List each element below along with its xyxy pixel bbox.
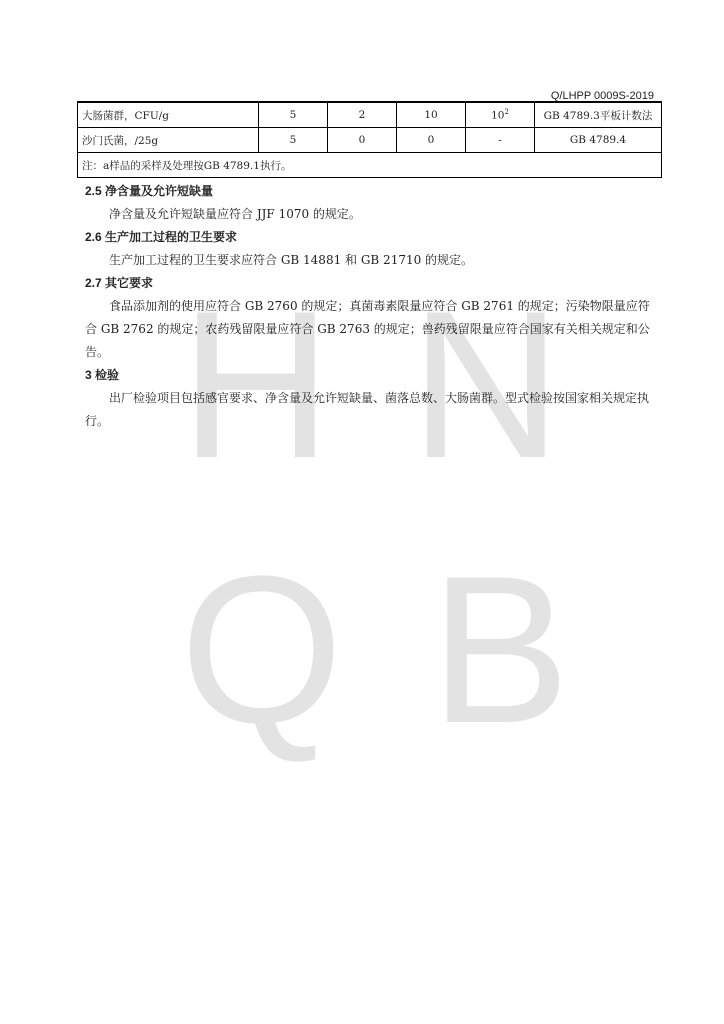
table-cell-n: 5	[259, 103, 328, 128]
table-note: 注：a样品的采样及处理按GB 4789.1执行。	[78, 153, 662, 178]
table-cell-M	[466, 128, 535, 153]
table-row	[78, 103, 662, 128]
table-row	[78, 128, 662, 153]
watermark-letter-n: N	[410, 267, 562, 502]
section-paragraph-2-7: 食品添加剂的使用应符合 GB 2760 的规定；真菌毒素限量应符合 GB 2761 的规定；污染物限量应符合 GB 2762 的规定；农药残留限量应符合 GB 2763 的规定；兽药残留限量应符合国家有关相关规定和公告。	[85, 299, 650, 359]
watermark-letter-q: Q	[180, 532, 344, 767]
section-heading-2-5: 2.5 净含量及允许短缺量	[85, 184, 214, 198]
table-cell-M	[466, 103, 535, 128]
table-cell-M-base: 10	[491, 109, 505, 122]
section-paragraph-2-6: 生产加工过程的卫生要求应符合 GB 14881 和 GB 21710 的规定。	[109, 253, 474, 267]
table-cell-item: 大肠菌群，CFU/g	[78, 103, 259, 128]
watermark-letter-b: B	[430, 532, 571, 767]
section-paragraph-2-5: 净含量及允许短缺量应符合 JJF 1070 的规定。	[109, 207, 361, 221]
section-paragraph-3: 出厂检验项目包括感官要求、净含量及允许短缺量、菌落总数、大肠菌群。型式检验按国家相关规定执行。	[85, 391, 650, 428]
table-cell-M-exponent: 2	[504, 108, 509, 117]
table-cell-item: 沙门氏菌，/25g	[78, 128, 259, 153]
section-heading-2-7: 2.7 其它要求	[85, 276, 154, 290]
watermark-letter-h: H	[180, 267, 332, 502]
table-cell-M-base: -	[498, 134, 502, 147]
table-cell-method: GB 4789.3平板计数法	[535, 103, 662, 128]
table-cell-c: 2	[328, 103, 397, 128]
table-cell-m: 0	[397, 128, 466, 153]
table-note-row	[78, 153, 662, 178]
table-cell-method: GB 4789.4	[535, 128, 662, 153]
microbiology-table	[77, 102, 662, 178]
section-heading-2-6: 2.6 生产加工过程的卫生要求	[85, 230, 238, 244]
table-cell-c: 0	[328, 128, 397, 153]
table-cell-m: 10	[397, 103, 466, 128]
table-cell-n: 5	[259, 128, 328, 153]
document-body	[85, 180, 660, 433]
section-heading-3: 3 检验	[85, 368, 120, 382]
document-code: Q/LHPP 0009S-2019	[550, 90, 654, 102]
